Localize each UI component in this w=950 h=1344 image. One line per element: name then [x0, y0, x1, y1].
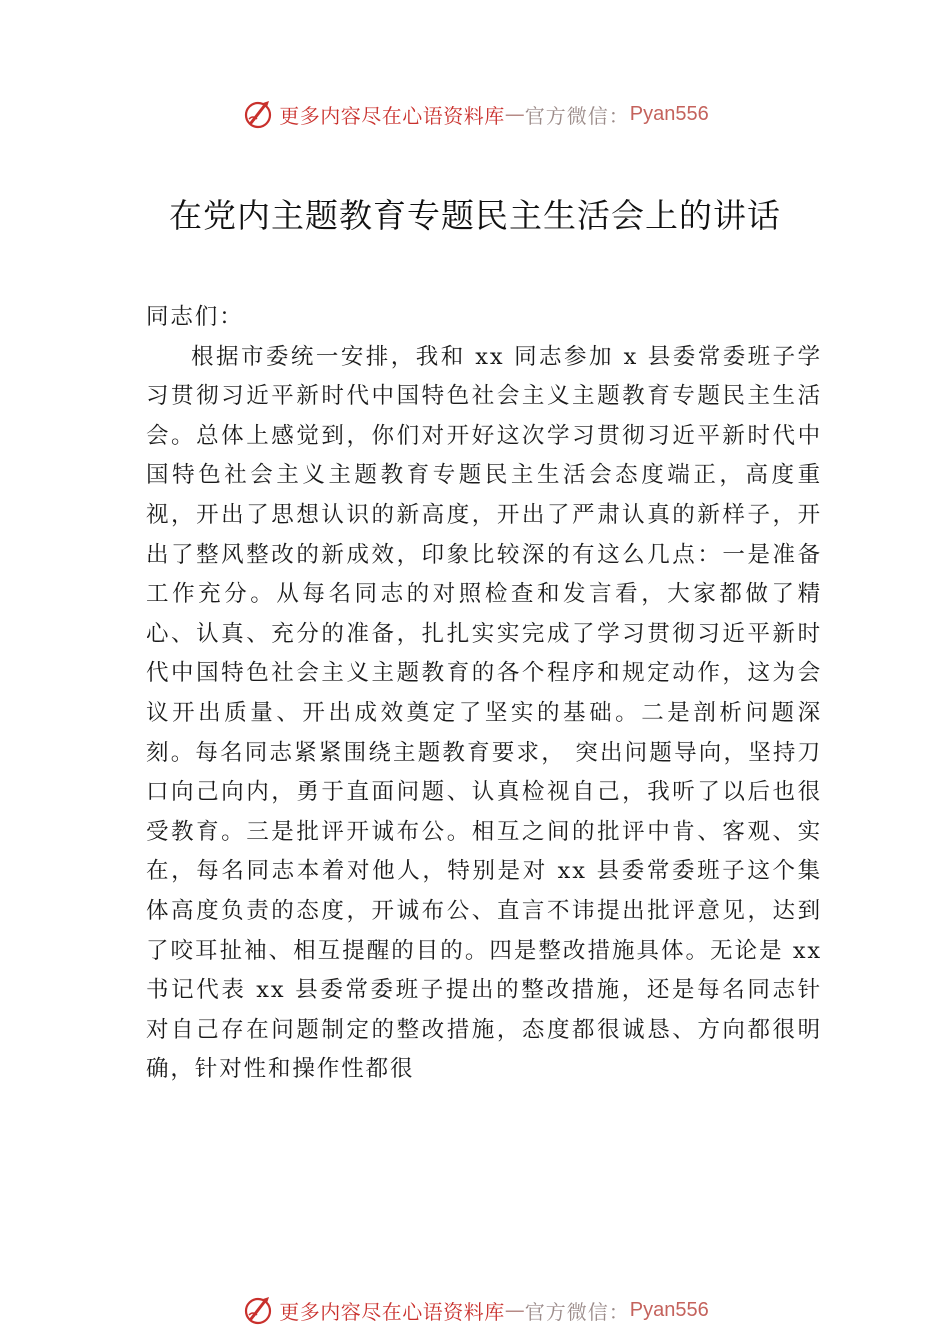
watermark-site-text: 更多内容尽在心语资料库	[279, 103, 505, 128]
watermark-wechat-id: Pyan556	[629, 102, 709, 125]
pen-circle-logo-icon	[241, 97, 275, 131]
salutation: 同志们：	[146, 304, 244, 330]
document-body	[146, 298, 822, 1090]
watermark-wechat-id: Pyan556	[629, 1298, 709, 1321]
watermark-separator: —	[504, 1298, 525, 1322]
watermark-separator: —	[504, 102, 525, 126]
watermark-footer	[0, 1290, 950, 1330]
watermark-header	[0, 94, 950, 134]
pen-circle-logo-icon	[241, 1293, 275, 1327]
watermark-label: 官方微信：	[524, 103, 630, 128]
watermark-site-text: 更多内容尽在心语资料库	[279, 1299, 505, 1324]
document-title: 在党内主题教育专题民主生活会上的讲话	[169, 196, 781, 235]
watermark-label: 官方微信：	[524, 1299, 630, 1324]
body-paragraph: 根据市委统一安排，我和 xx 同志参加 x 县委常委班子学习贯彻习近平新时代中国特色社会主义主题教育专题民主生活会。总体上感觉到，你们对开好这次学习贯彻习近平新时代中国特色社会主义主题教育专题民主生活会态度端正，高度重视，开出了思想认识的新高度，开出了严肃认真的新样子，开出了整风整改的新成效，印象比较深的有这么几点：一是准备工作充分。从每名同志的对照检查和发言看，大家都做了精心、认真、充分的准备，扎扎实实完成了学习贯彻习近平新时代中国特色社会主义主题教育的各个程序和规定动作，这为会议开出质量、开出成效奠定了坚实的基础。二是剖析问题深刻。每名同志紧紧围绕主题教育要求， 突出问题导向，坚持刀口向己向内，勇于直面问题、认真检视自己，我听了以后也很受教育。三是批评开诚布公。相互之间的批评中肯、客观、实在，每名同志本着对他人，特别是对 xx 县委常委班子这个集体高度负责的态度，开诚布公、直言不讳提出批评意见，达到了咬耳扯袖、相互提醒的目的。四是整改措施具体。无论是 xx 书记代表 xx 县委常委班子提出的整改措施，还是每名同志针对自己存在问题制定的整改措施，态度都很诚恳、方向都很明确，针对性和操作性都很	[146, 343, 822, 1083]
